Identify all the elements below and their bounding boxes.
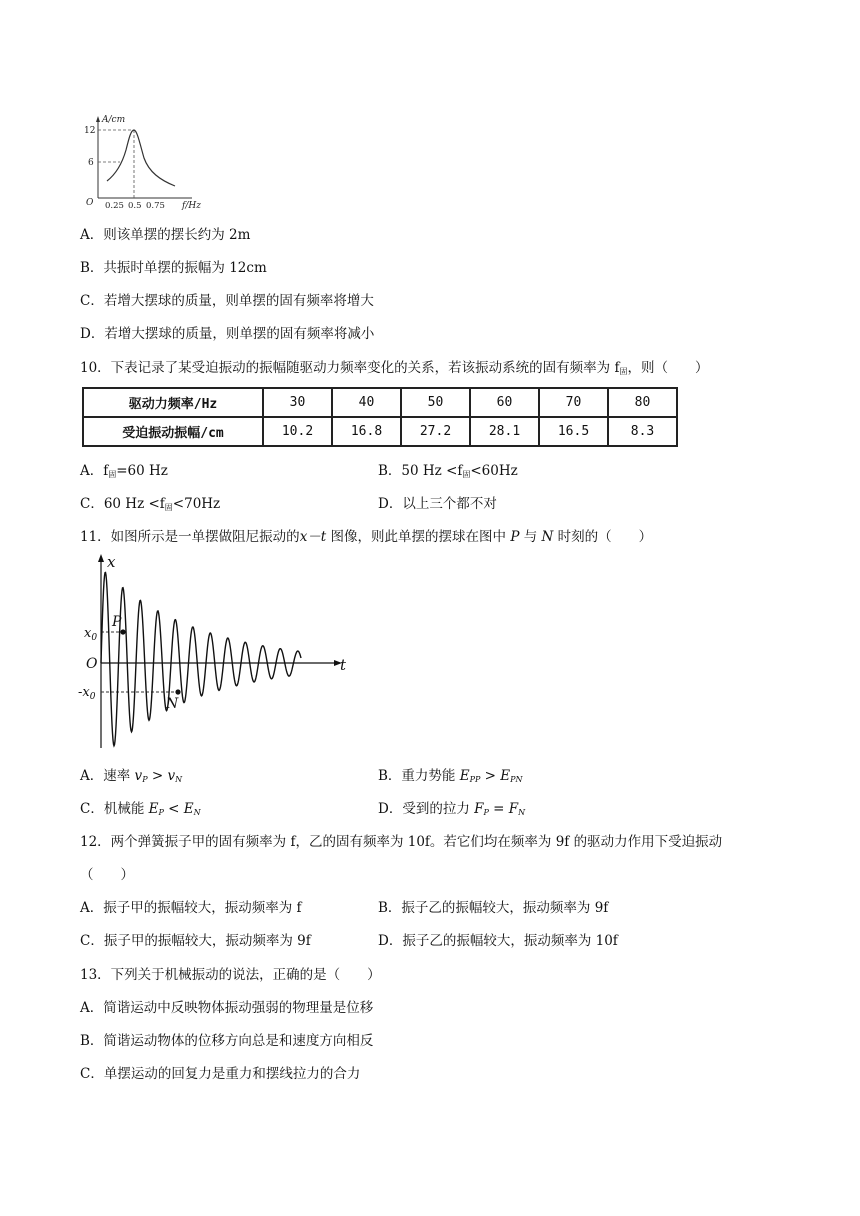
q12-stem: 12．两个弹簧振子甲的固有频率为 f，乙的固有频率为 10f。若它们均在频率为 9f 的驱动力作用下受迫振动 xyxy=(80,834,723,850)
fig2-neg-x0-base: -x xyxy=(78,685,90,700)
q11-opt-b-math: E xyxy=(459,768,470,784)
q10-opt-b-sub: 固 xyxy=(462,470,471,479)
fig2-label-p: P xyxy=(112,614,122,630)
q9-option-c[interactable]: C．若增大摆球的质量，则单摆的固有频率将增大 xyxy=(80,293,374,309)
q11-opt-b-pre: B．重力势能 xyxy=(378,768,460,784)
q11-opt-a-s1: P xyxy=(142,775,148,784)
q11-option-d[interactable] xyxy=(378,799,525,823)
q11-opt-b-s1: PP xyxy=(469,775,481,784)
fig1-xtick-0.75: 0.75 xyxy=(146,201,165,211)
q11-option-a[interactable] xyxy=(80,766,182,790)
q11-opt-c-math: E xyxy=(148,801,159,817)
fig1-xlabel: f/Hz xyxy=(182,201,201,211)
table-row xyxy=(83,388,677,417)
q10-opt-c-sub: 固 xyxy=(164,503,173,512)
table-cell: 30 xyxy=(263,388,332,417)
q11-stem xyxy=(80,527,652,547)
q11-opt-c-pre: C．机械能 xyxy=(80,801,149,817)
fig1-xtick-0.25: 0.25 xyxy=(105,201,124,211)
point-p xyxy=(120,629,125,634)
q9-option-d[interactable]: D．若增大摆球的质量，则单摆的固有频率将减小 xyxy=(80,326,375,342)
table-header-cell: 受迫振动振幅/cm xyxy=(83,417,263,446)
q11-opt-c-mid: < E xyxy=(163,801,194,817)
q11-option-b[interactable] xyxy=(378,766,522,790)
fig2-neg-x0 xyxy=(78,685,96,702)
q11-opt-d-s1: P xyxy=(483,808,489,817)
table-row xyxy=(83,417,677,446)
q11-opt-c-s1: P xyxy=(158,808,164,817)
q10-opt-a-pre: A．f xyxy=(80,463,109,479)
q12-option-a[interactable]: A．振子甲的振幅较大，振动频率为 f xyxy=(80,900,302,916)
q11-option-c[interactable] xyxy=(80,799,201,823)
q10-opt-a-post: =60 Hz xyxy=(116,463,168,479)
table-cell: 60 xyxy=(470,388,539,417)
q11-opt-a-s2: N xyxy=(175,775,183,784)
q10-option-c[interactable] xyxy=(80,494,220,518)
q11-opt-b-s2: PN xyxy=(510,775,523,784)
q11-stem-b: 图像，则此单摆的摆球在图中 xyxy=(326,529,511,545)
q11-stem-p: P xyxy=(510,529,520,545)
fig1-ytick-6: 6 xyxy=(88,158,94,168)
q11-stem-a: 11．如图所示是一单摆做阻尼振动的 xyxy=(80,529,300,545)
q12-bracket: （ ） xyxy=(80,867,134,883)
fig1-xtick-0.5: 0.5 xyxy=(128,201,142,211)
q11-stem-d: 时刻的（ ） xyxy=(553,529,653,545)
table-header-cell: 驱动力频率/Hz xyxy=(83,388,263,417)
table-cell: 70 xyxy=(539,388,608,417)
q11-opt-a-mid: > v xyxy=(147,768,176,784)
q11-stem-n: N xyxy=(541,529,554,545)
fig2-origin: O xyxy=(86,656,98,672)
fig2-x-label: x xyxy=(107,553,116,571)
table-cell: 80 xyxy=(608,388,677,417)
q10-stem-text: 10．下表记录了某受迫振动的振幅随驱动力频率变化的关系，若该振动系统的固有频率为 f xyxy=(80,360,620,376)
fig1-ytick-12: 12 xyxy=(84,126,96,136)
q10-option-b[interactable] xyxy=(378,461,518,485)
table-cell: 8.3 xyxy=(608,417,677,446)
fig2-x0 xyxy=(84,626,97,643)
q10-opt-c-post: <70Hz xyxy=(172,496,221,512)
q13-stem: 13．下列关于机械振动的说法，正确的是（ ） xyxy=(80,967,381,983)
fig2-t-label: t xyxy=(340,656,347,674)
fig1-ylabel: A/cm xyxy=(102,115,126,125)
q10-stem xyxy=(80,358,708,382)
q13-option-c[interactable]: C．单摆运动的回复力是重力和摆线拉力的合力 xyxy=(80,1066,361,1082)
q11-stem-var: x－t xyxy=(299,529,327,545)
resonance-curve-figure xyxy=(80,112,220,212)
q11-opt-d-math: F xyxy=(474,801,484,817)
q11-opt-d-pre: D．受到的拉力 xyxy=(378,801,475,817)
table-cell: 50 xyxy=(401,388,470,417)
q12-option-d[interactable]: D．振子乙的振幅较大，振动频率为 10f xyxy=(378,933,618,949)
table-cell: 16.8 xyxy=(332,417,401,446)
q10-option-a[interactable] xyxy=(80,461,168,485)
point-n xyxy=(175,689,180,694)
q11-opt-d-s2: N xyxy=(518,808,526,817)
q10-stem-tail: ，则（ ） xyxy=(627,360,709,376)
fig1-origin: O xyxy=(86,198,94,208)
q10-table xyxy=(82,387,678,447)
q11-opt-d-mid: = F xyxy=(488,801,519,817)
damped-oscillation-figure xyxy=(78,552,358,752)
q12-option-b[interactable]: B．振子乙的振幅较大，振动频率为 9f xyxy=(378,900,609,916)
q12-option-c[interactable]: C．振子甲的振幅较大，振动频率为 9f xyxy=(80,933,311,949)
q10-opt-a-sub: 固 xyxy=(108,470,117,479)
q10-opt-b-post: <60Hz xyxy=(470,463,518,479)
q11-opt-a-math: v xyxy=(134,768,143,784)
table-cell: 27.2 xyxy=(401,417,470,446)
q10-opt-b-pre: B．50 Hz <f xyxy=(378,463,463,479)
resonance-curve xyxy=(107,130,175,186)
q10-stem-sub: 固 xyxy=(619,367,628,376)
fig2-label-n: N xyxy=(166,696,179,712)
q13-option-b[interactable]: B．简谐运动物体的位移方向总是和速度方向相反 xyxy=(80,1033,374,1049)
q11-opt-b-mid: > E xyxy=(480,768,511,784)
table-cell: 40 xyxy=(332,388,401,417)
q11-opt-c-s2: N xyxy=(193,808,201,817)
table-cell: 28.1 xyxy=(470,417,539,446)
q13-option-a[interactable]: A．简谐运动中反映物体振动强弱的物理量是位移 xyxy=(80,1000,374,1016)
q9-option-a[interactable]: A．则该单摆的摆长约为 2m xyxy=(80,227,251,243)
table-cell: 10.2 xyxy=(263,417,332,446)
q11-opt-a-pre: A．速率 xyxy=(80,768,135,784)
q10-opt-c-pre: C．60 Hz <f xyxy=(80,496,165,512)
fig2-x0-sub: 0 xyxy=(91,633,98,643)
q10-option-d[interactable]: D．以上三个都不对 xyxy=(378,496,497,512)
damped-wave xyxy=(101,573,301,746)
table-cell: 16.5 xyxy=(539,417,608,446)
fig2-x0-base: x xyxy=(84,626,92,641)
q11-stem-c: 与 xyxy=(519,529,542,545)
fig2-neg-x0-sub: 0 xyxy=(89,692,96,702)
q9-option-b[interactable]: B．共振时单摆的振幅为 12cm xyxy=(80,260,267,276)
